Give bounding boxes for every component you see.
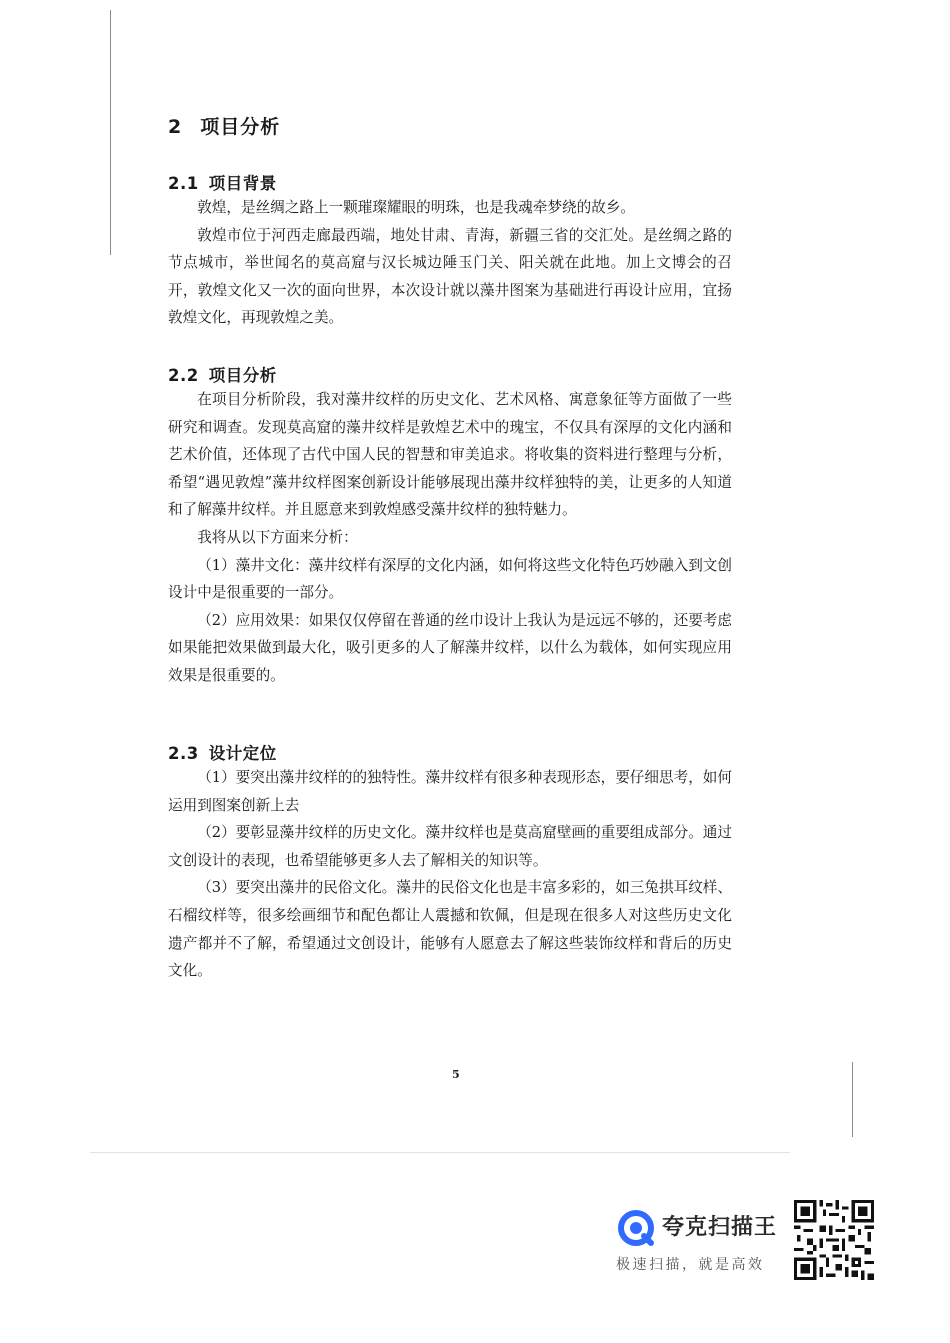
subsection-number: 2.2 <box>168 366 199 385</box>
paragraph: （1）藻井文化：藻井纹样有深厚的文化内涵，如何将这些文化特色巧妙融入到文创设计中是很重要的一部分。 <box>168 556 732 602</box>
paragraph: （3）要突出藻井的民俗文化。藻井的民俗文化也是丰富多彩的，如三兔拱耳纹样、石榴纹样等，很多绘画细节和配色都让人震撼和钦佩，但是现在很多人对这些历史文化遗产都并不了解，希望通过文创设计，能够有人愿意去了解这些装饰纹样和背后的历史文化。 <box>168 879 732 980</box>
subsection-number: 2.3 <box>168 744 199 763</box>
scan-edge-line <box>110 10 111 255</box>
paragraph: 在项目分析阶段，我对藻井纹样的历史文化、艺术风格、寓意象征等方面做了一些研究和调查。发现莫高窟的藻井纹样是敦煌艺术中的瑰宝，不仅具有深厚的文化内涵和艺术价值，还体现了古代中国人民的智慧和审美追求。将收集的资料进行整理与分析，希望“遇见敦煌”藻井纹样图案创新设计能够展现出藻井纹样独特的美，让更多的人知道和了解藻井纹样。并且愿意来到敦煌感受藻井纹样的独特魅力。 <box>168 391 732 519</box>
subsection-number: 2.1 <box>168 174 199 193</box>
subsection-text <box>168 764 732 985</box>
subsection-title: 项目背景 <box>208 174 277 193</box>
subsection-text <box>168 386 732 690</box>
paragraph: （1）要突出藻井纹样的的独特性。藻井纹样有很多种表现形态，要仔细思考，如何运用到图案创新上去 <box>168 769 732 814</box>
subsection-title: 项目分析 <box>208 366 277 385</box>
scan-edge-line <box>852 1062 853 1137</box>
subsection-text <box>168 194 732 332</box>
qr-code-icon <box>794 1200 874 1280</box>
paragraph: （2）要彰显藻井纹样的历史文化。藻井纹样也是莫高窟壁画的重要组成部分。通过文创设计的表现，也希望能够更多人去了解相关的知识等。 <box>168 824 732 869</box>
paragraph: 敦煌，是丝绸之路上一颗璀璨耀眼的明珠，也是我魂牵梦绕的故乡。 <box>197 199 636 216</box>
paragraph: （2）应用效果：如果仅仅停留在普通的丝巾设计上我认为是远远不够的，还要考虑如果能把效果做到最大化，吸引更多的人了解藻井纹样，以什么为载体，如何实现应用效果是很重要的。 <box>168 611 732 684</box>
quark-logo-icon <box>618 1210 654 1246</box>
section-heading <box>168 112 280 139</box>
scanner-watermark <box>612 1200 882 1282</box>
subsection-title: 设计定位 <box>208 744 277 763</box>
watermark-slogan: 极速扫描，就是高效 <box>616 1257 765 1273</box>
paragraph: 我将从以下方面来分析： <box>197 528 358 546</box>
watermark-brand: 夸克扫描王 <box>662 1215 778 1240</box>
section-title: 项目分析 <box>200 116 281 138</box>
section-number: 2 <box>168 116 183 138</box>
subsection-heading <box>168 362 277 386</box>
subsection-heading <box>168 170 277 194</box>
subsection-heading <box>168 740 277 764</box>
scan-page-edge <box>90 1152 790 1153</box>
paragraph: 敦煌市位于河西走廊最西端，地处甘肃、青海，新疆三省的交汇处。是丝绸之路的节点城市，举世闻名的莫高窟与汉长城边陲玉门关、阳关就在此地。加上文博会的召开，敦煌文化又一次的面向世界，本次设计就以藻井图案为基础进行再设计应用，宜扬敦煌文化，再现敦煌之美。 <box>168 226 732 327</box>
page-number: 5 <box>452 1068 460 1081</box>
